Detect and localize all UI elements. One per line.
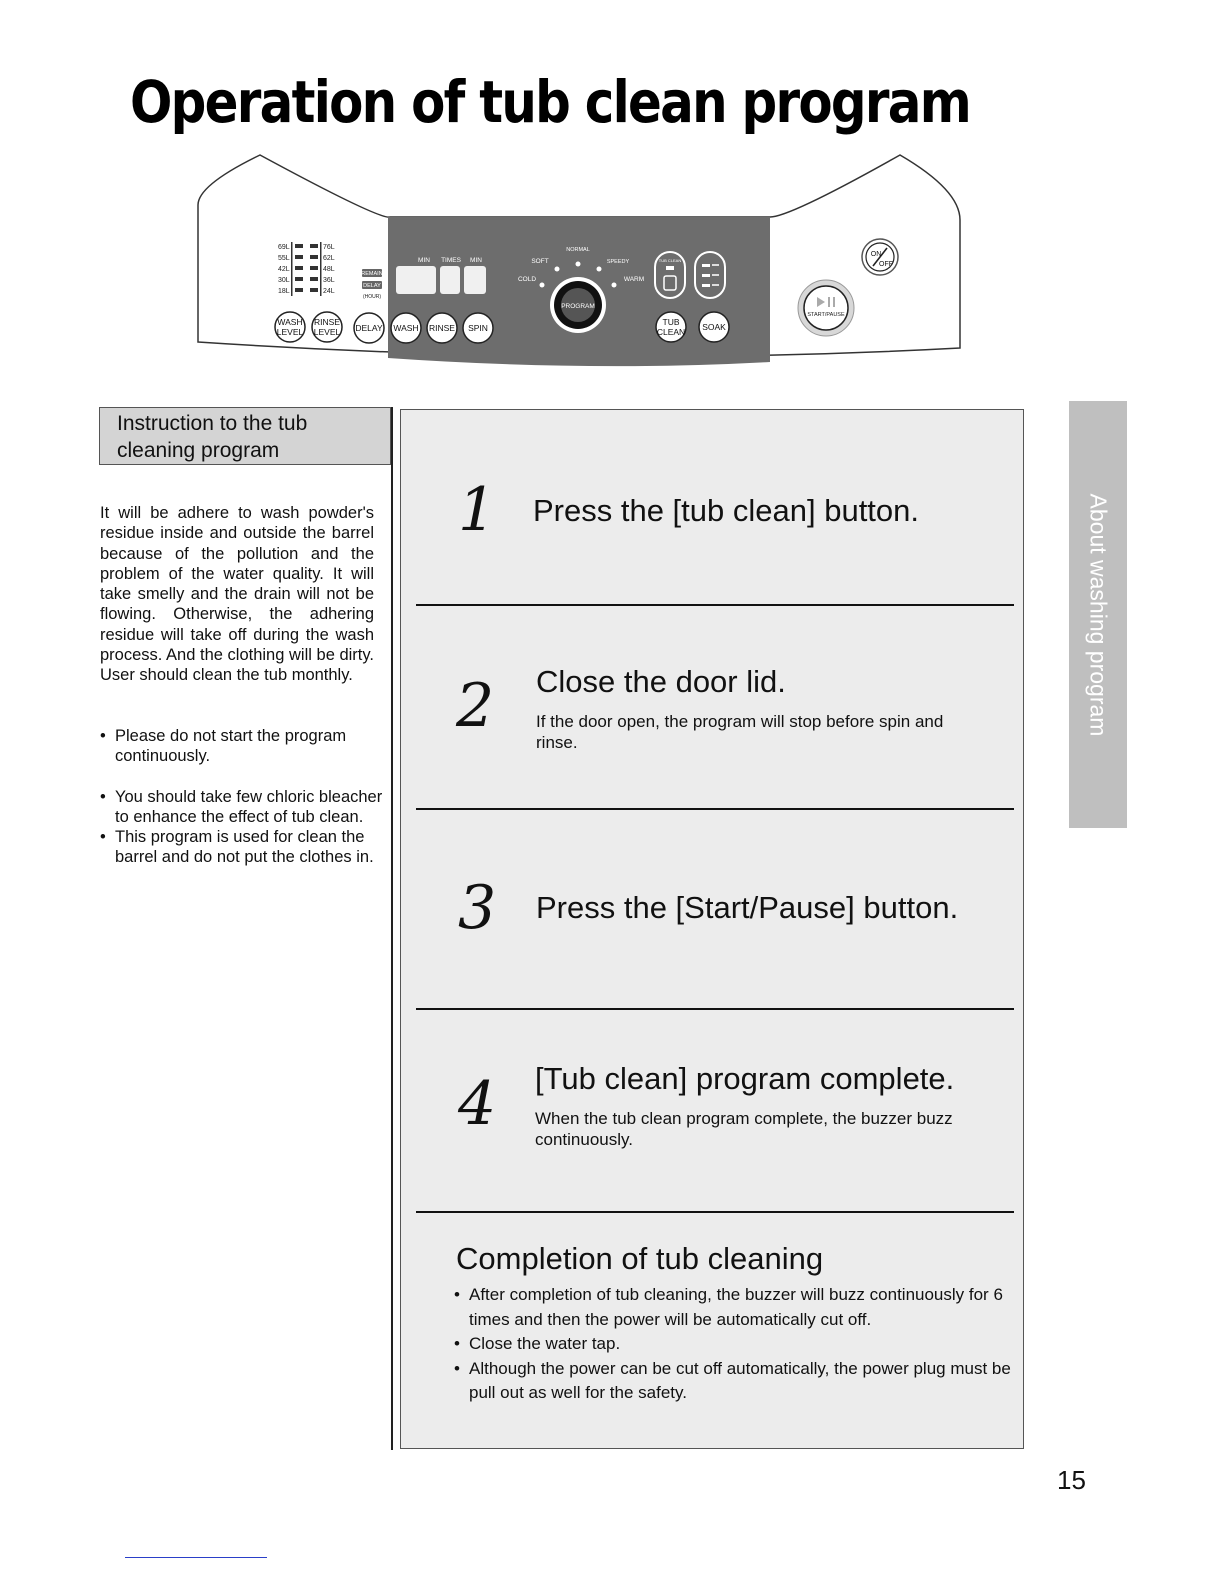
digital-display bbox=[396, 266, 486, 294]
completion-title: Completion of tub cleaning bbox=[456, 1241, 824, 1276]
start-pause-button[interactable] bbox=[798, 280, 854, 336]
side-tab-label: About washing program bbox=[1085, 493, 1112, 736]
remain-indicator: REMAIN bbox=[361, 271, 383, 277]
soak-indicator-icon bbox=[695, 252, 725, 298]
divider bbox=[416, 1008, 1014, 1010]
rinse-button-label: RINSE bbox=[429, 323, 455, 333]
step-number: 1 bbox=[458, 475, 497, 545]
wash-level-right-1: 62L bbox=[323, 255, 335, 262]
rinse-button[interactable] bbox=[427, 313, 457, 343]
rinse-level-label-1: RINSE bbox=[314, 317, 340, 327]
rinse-level-button[interactable] bbox=[312, 312, 342, 342]
completion-list bbox=[454, 1283, 1014, 1406]
wash-level-label-2: LEVEL bbox=[276, 327, 304, 337]
divider bbox=[416, 604, 1014, 606]
completion-item: • After completion of tub cleaning, the buzzer will buzz continuously for 6 times and then the power will be automatically cut off. bbox=[454, 1283, 1014, 1332]
spin-button-label: SPIN bbox=[468, 323, 488, 333]
wash-level-label-1: WASH bbox=[277, 317, 303, 327]
note-item: • Please do not start the program continuously. bbox=[100, 726, 386, 767]
completion-item: • Close the water tap. bbox=[454, 1332, 1014, 1357]
power-button[interactable] bbox=[862, 239, 898, 275]
wash-level-right-3: 36L bbox=[323, 277, 335, 284]
wash-level-right-2: 48L bbox=[323, 266, 335, 273]
step-description: If the door open, the program will stop before spin and rinse. bbox=[536, 712, 944, 752]
note-item: • You should take few chloric bleacher to enhance the effect of tub clean. bbox=[100, 787, 386, 828]
tub-clean-label-1: TUB bbox=[662, 317, 680, 327]
temp-cold: COLD bbox=[517, 276, 537, 283]
soak-button-label: SOAK bbox=[702, 322, 726, 332]
delay-button[interactable] bbox=[354, 313, 384, 343]
page-number: 15 bbox=[1057, 1465, 1086, 1495]
temp-soft: SOFT bbox=[531, 258, 549, 265]
power-off-label: OFF bbox=[879, 261, 893, 268]
temp-speedy: SPEEDY bbox=[606, 259, 630, 265]
note-item: • This program is used for clean the barrel and do not put the clothes in. bbox=[100, 827, 386, 868]
completion-item: • Although the power can be cut off automatically, the power plug must be pull out as well for the safety. bbox=[454, 1357, 1014, 1406]
delay-indicator: DELAY bbox=[363, 283, 381, 289]
instruction-label: Instruction to the tub cleaning program bbox=[99, 407, 391, 465]
page-title: Operation of tub clean program bbox=[130, 68, 970, 136]
wash-level-button[interactable] bbox=[275, 312, 305, 342]
wash-level-left-1: 55L bbox=[278, 255, 290, 262]
wash-level-right-4: 24L bbox=[323, 288, 335, 295]
column-divider bbox=[391, 407, 393, 1450]
tub-clean-label-2: CLEAN bbox=[656, 327, 686, 337]
wash-level-left-2: 42L bbox=[278, 266, 290, 273]
divider bbox=[416, 808, 1014, 810]
rinse-level-label-2: LEVEL bbox=[313, 327, 341, 337]
step-title: [Tub clean] program complete. bbox=[535, 1061, 955, 1096]
display-label-times: TIMES bbox=[441, 257, 461, 264]
power-on-label: ON bbox=[870, 251, 882, 258]
soak-button[interactable] bbox=[699, 312, 729, 342]
delay-button-label: DELAY bbox=[355, 323, 383, 333]
step-description: When the tub clean program complete, the buzzer buzz continuously. bbox=[535, 1109, 953, 1149]
spin-button[interactable] bbox=[463, 313, 493, 343]
footer-rule bbox=[125, 1557, 267, 1558]
step-number: 4 bbox=[458, 1069, 497, 1139]
start-pause-label: START/PAUSE bbox=[807, 312, 845, 318]
intro-paragraph: It will be adhere to wash powder's residue inside and outside the barrel because of the pollution and the problem of the water quality. It will take smelly and the drain will not be flowing. Otherwise, the adhering residue will take off during the wash process. And the clothing will be dirty. User should clean the tub monthly. bbox=[100, 504, 374, 685]
wash-level-right-0: 76L bbox=[323, 244, 335, 251]
tub-clean-button[interactable] bbox=[656, 312, 686, 342]
temp-normal: NORMAL bbox=[566, 247, 590, 253]
wash-level-left-0: 69L bbox=[278, 244, 290, 251]
program-dial[interactable] bbox=[550, 277, 606, 333]
step-number: 2 bbox=[456, 671, 495, 741]
step-title: Press the [Start/Pause] button. bbox=[536, 890, 959, 925]
temp-warm: WARM bbox=[623, 276, 645, 283]
control-panel-diagram bbox=[190, 150, 970, 380]
display-label-min: MIN bbox=[418, 257, 430, 264]
wash-button[interactable] bbox=[391, 313, 421, 343]
wash-button-label: WASH bbox=[393, 323, 419, 333]
section-side-tab bbox=[1069, 401, 1127, 828]
display-label-min-2: MIN bbox=[470, 257, 482, 264]
program-label: PROGRAM bbox=[561, 303, 595, 310]
step-title: Close the door lid. bbox=[536, 664, 786, 699]
step-number: 3 bbox=[458, 873, 497, 943]
step-title: Press the [tub clean] button. bbox=[533, 493, 920, 528]
wash-level-left-4: 18L bbox=[278, 288, 290, 295]
notes-list bbox=[100, 726, 386, 868]
tub-clean-indicator-label: TUB CLEAN bbox=[658, 258, 682, 263]
divider bbox=[416, 1211, 1014, 1213]
tub-clean-indicator-icon bbox=[655, 252, 685, 298]
wash-level-left-3: 30L bbox=[278, 277, 290, 284]
hour-label: (HOUR) bbox=[362, 294, 382, 300]
